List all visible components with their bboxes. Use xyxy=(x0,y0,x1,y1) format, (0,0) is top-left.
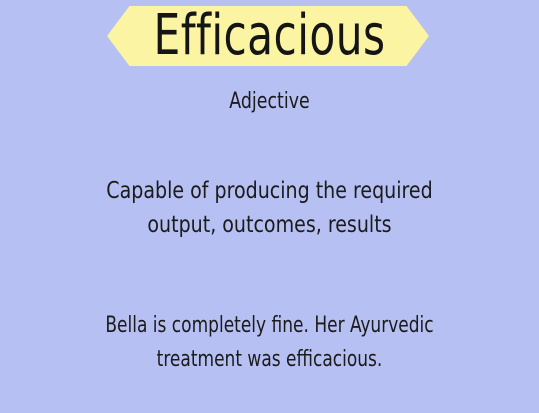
definition xyxy=(58,174,480,242)
definition-line-2: output, outcomes, results xyxy=(147,212,392,238)
example-line-1: Bella is completely fine. Her Ayurvedic xyxy=(105,313,434,338)
example-sentence xyxy=(81,309,459,377)
part-of-speech: Adjective xyxy=(229,89,310,114)
example-line-2: treatment was efficacious. xyxy=(156,347,383,372)
vocabulary-word: Efficacious xyxy=(153,3,386,68)
definition-line-1: Capable of producing the required xyxy=(106,178,433,204)
